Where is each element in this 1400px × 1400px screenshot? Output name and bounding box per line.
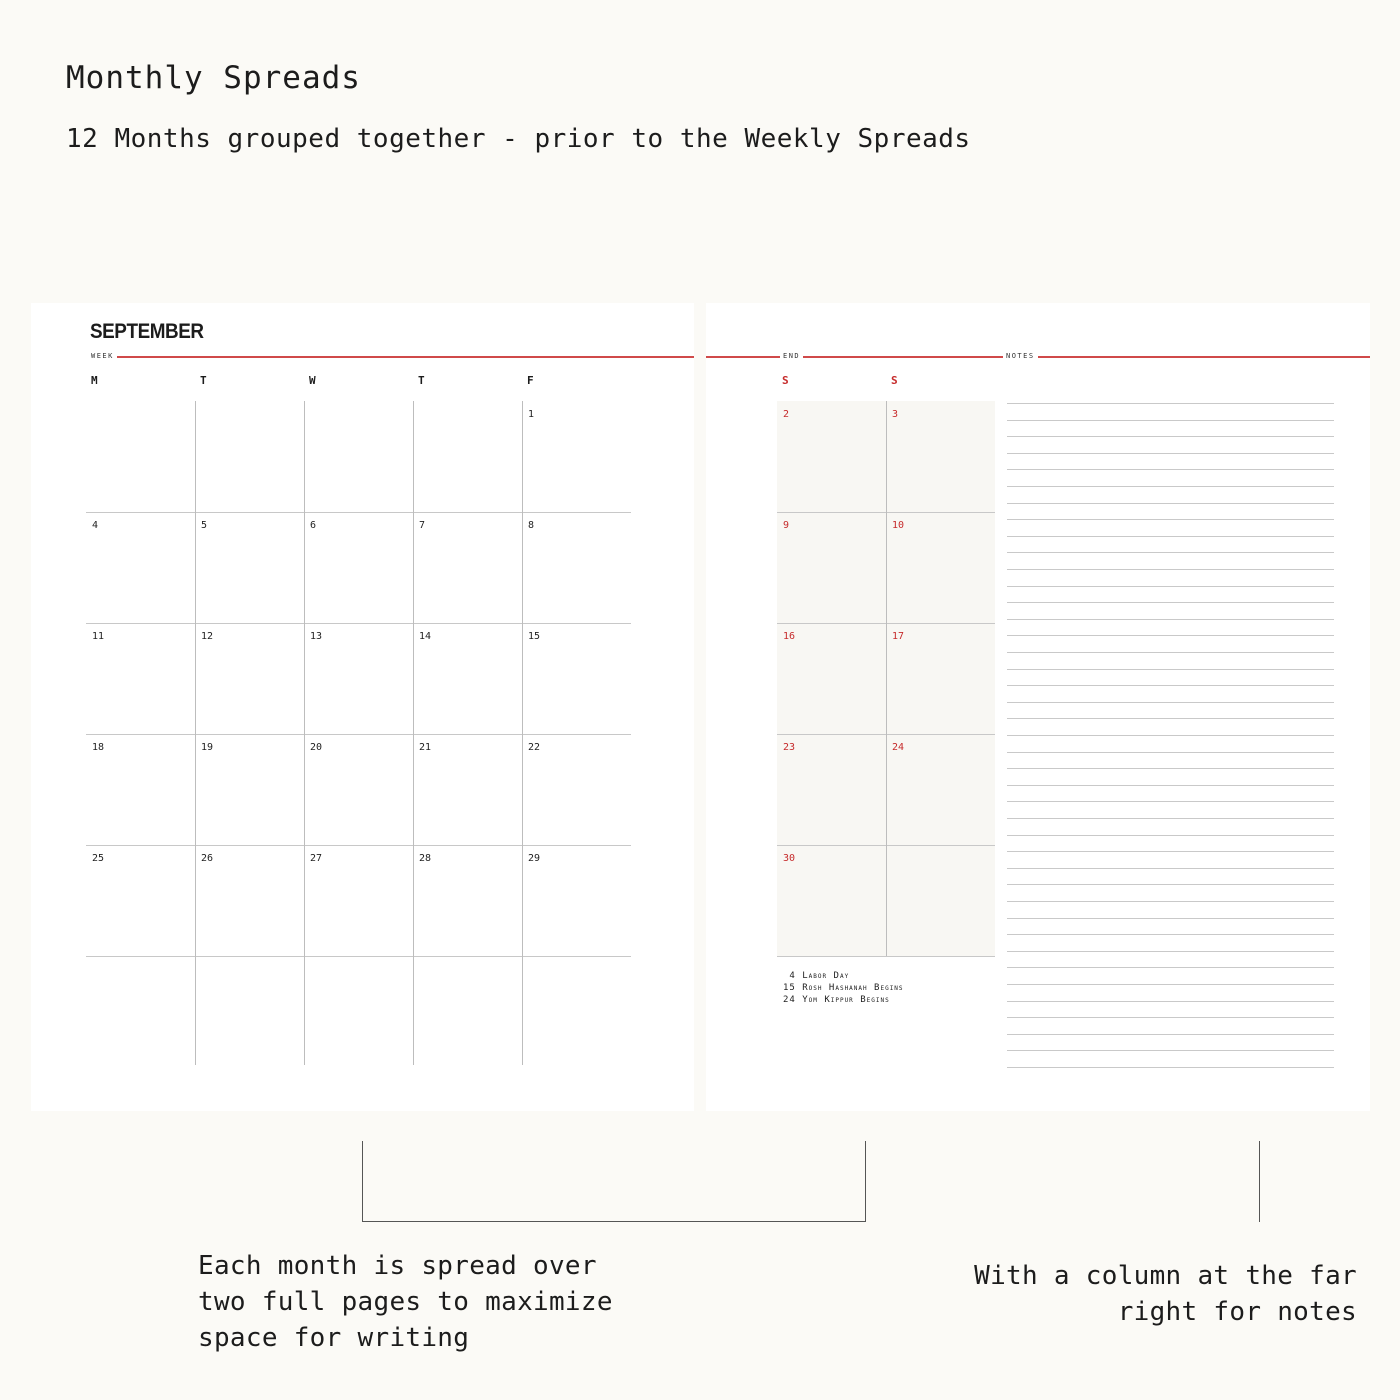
page-title: Monthly Spreads	[66, 60, 361, 96]
weekend-row-line	[777, 956, 995, 957]
notes-line	[1007, 486, 1334, 487]
grid-col-line	[304, 401, 305, 1065]
date-label: 11	[92, 631, 105, 642]
grid-row-line	[86, 845, 631, 846]
date-label: 13	[310, 631, 323, 642]
date-label: 25	[92, 853, 105, 864]
notes-line	[1007, 768, 1334, 769]
week-label: WEEK	[88, 352, 117, 360]
grid-row-line	[86, 956, 631, 957]
notes-line	[1007, 785, 1334, 786]
notes-line	[1007, 420, 1334, 421]
notes-line	[1007, 1050, 1334, 1051]
notes-line	[1007, 635, 1334, 636]
day-header: F	[527, 374, 534, 387]
notes-line	[1007, 469, 1334, 470]
bracket-bottom	[362, 1221, 866, 1222]
notes-line	[1007, 835, 1334, 836]
weekend-col-line	[886, 401, 887, 956]
weekend-date-label: 2	[783, 409, 790, 420]
weekend-date-label: 23	[783, 742, 796, 753]
date-label: 28	[419, 853, 432, 864]
weekend-day-header: S	[891, 374, 898, 387]
weekend-date-label: 30	[783, 853, 796, 864]
notes-line	[1007, 569, 1334, 570]
notes-line	[1007, 735, 1334, 736]
page-subtitle: 12 Months grouped together - prior to the Weekly Spreads	[66, 124, 971, 154]
holiday-item: 4 Labor Day	[783, 971, 850, 981]
bracket-right-tick	[865, 1141, 866, 1222]
date-label: 1	[528, 409, 535, 420]
notes-line	[1007, 669, 1334, 670]
notes-line	[1007, 718, 1334, 719]
notes-line	[1007, 685, 1334, 686]
date-label: 26	[201, 853, 214, 864]
day-header: T	[418, 374, 425, 387]
holiday-item: 15 Rosh Hashanah Begins	[783, 983, 904, 993]
grid-col-line	[413, 401, 414, 1065]
notes-line	[1007, 918, 1334, 919]
notes-line	[1007, 818, 1334, 819]
date-label: 29	[528, 853, 541, 864]
notes-line	[1007, 453, 1334, 454]
right-header-rule	[706, 356, 1370, 358]
grid-row-line	[86, 623, 631, 624]
date-label: 27	[310, 853, 323, 864]
caption-left	[198, 1248, 613, 1356]
date-label: 5	[201, 520, 208, 531]
caption-left-line: two full pages to maximize	[198, 1287, 613, 1317]
notes-line	[1007, 1067, 1334, 1068]
date-label: 6	[310, 520, 317, 531]
notes-line	[1007, 984, 1334, 985]
notes-label: NOTES	[1003, 352, 1038, 360]
caption-left-line: Each month is spread over	[198, 1251, 597, 1281]
weekend-date-label: 17	[892, 631, 905, 642]
date-label: 12	[201, 631, 214, 642]
date-label: 7	[419, 520, 426, 531]
caption-right	[974, 1258, 1357, 1330]
weekend-date-label: 24	[892, 742, 905, 753]
bracket-left-tick	[362, 1141, 363, 1222]
date-label: 21	[419, 742, 432, 753]
day-header: T	[200, 374, 207, 387]
day-header: W	[309, 374, 316, 387]
caption-right-line: right for notes	[1117, 1297, 1357, 1327]
caption-left-line: space for writing	[198, 1323, 470, 1353]
notes-line	[1007, 868, 1334, 869]
weekend-date-label: 3	[892, 409, 899, 420]
notes-line	[1007, 851, 1334, 852]
date-label: 8	[528, 520, 535, 531]
weekend-date-label: 9	[783, 520, 790, 531]
grid-row-line	[86, 734, 631, 735]
date-label: 22	[528, 742, 541, 753]
notes-pointer-line	[1259, 1141, 1260, 1222]
notes-line	[1007, 503, 1334, 504]
date-label: 4	[92, 520, 99, 531]
month-title: SEPTEMBER	[90, 320, 204, 343]
holiday-item: 24 Yom Kippur Begins	[783, 995, 890, 1005]
notes-line	[1007, 552, 1334, 553]
grid-row-line	[86, 512, 631, 513]
notes-line	[1007, 901, 1334, 902]
weekend-date-label: 10	[892, 520, 905, 531]
notes-line	[1007, 1017, 1334, 1018]
notes-line	[1007, 884, 1334, 885]
left-header-rule	[90, 356, 694, 358]
notes-line	[1007, 619, 1334, 620]
day-header: M	[91, 374, 98, 387]
notes-line	[1007, 536, 1334, 537]
date-label: 15	[528, 631, 541, 642]
weekend-label: END	[780, 352, 803, 360]
caption-right-line: With a column at the far	[974, 1261, 1357, 1291]
notes-line	[1007, 967, 1334, 968]
date-label: 20	[310, 742, 323, 753]
notes-line	[1007, 1001, 1334, 1002]
notes-line	[1007, 403, 1334, 404]
notes-line	[1007, 934, 1334, 935]
notes-line	[1007, 702, 1334, 703]
weekend-date-label: 16	[783, 631, 796, 642]
grid-col-line	[522, 401, 523, 1065]
date-label: 19	[201, 742, 214, 753]
weekend-day-header: S	[782, 374, 789, 387]
notes-line	[1007, 436, 1334, 437]
notes-line	[1007, 801, 1334, 802]
left-planner-page	[31, 303, 694, 1111]
notes-line	[1007, 602, 1334, 603]
notes-line	[1007, 951, 1334, 952]
notes-line	[1007, 752, 1334, 753]
notes-line	[1007, 519, 1334, 520]
grid-col-line	[195, 401, 196, 1065]
notes-line	[1007, 652, 1334, 653]
notes-line	[1007, 1034, 1334, 1035]
date-label: 14	[419, 631, 432, 642]
date-label: 18	[92, 742, 105, 753]
notes-line	[1007, 586, 1334, 587]
